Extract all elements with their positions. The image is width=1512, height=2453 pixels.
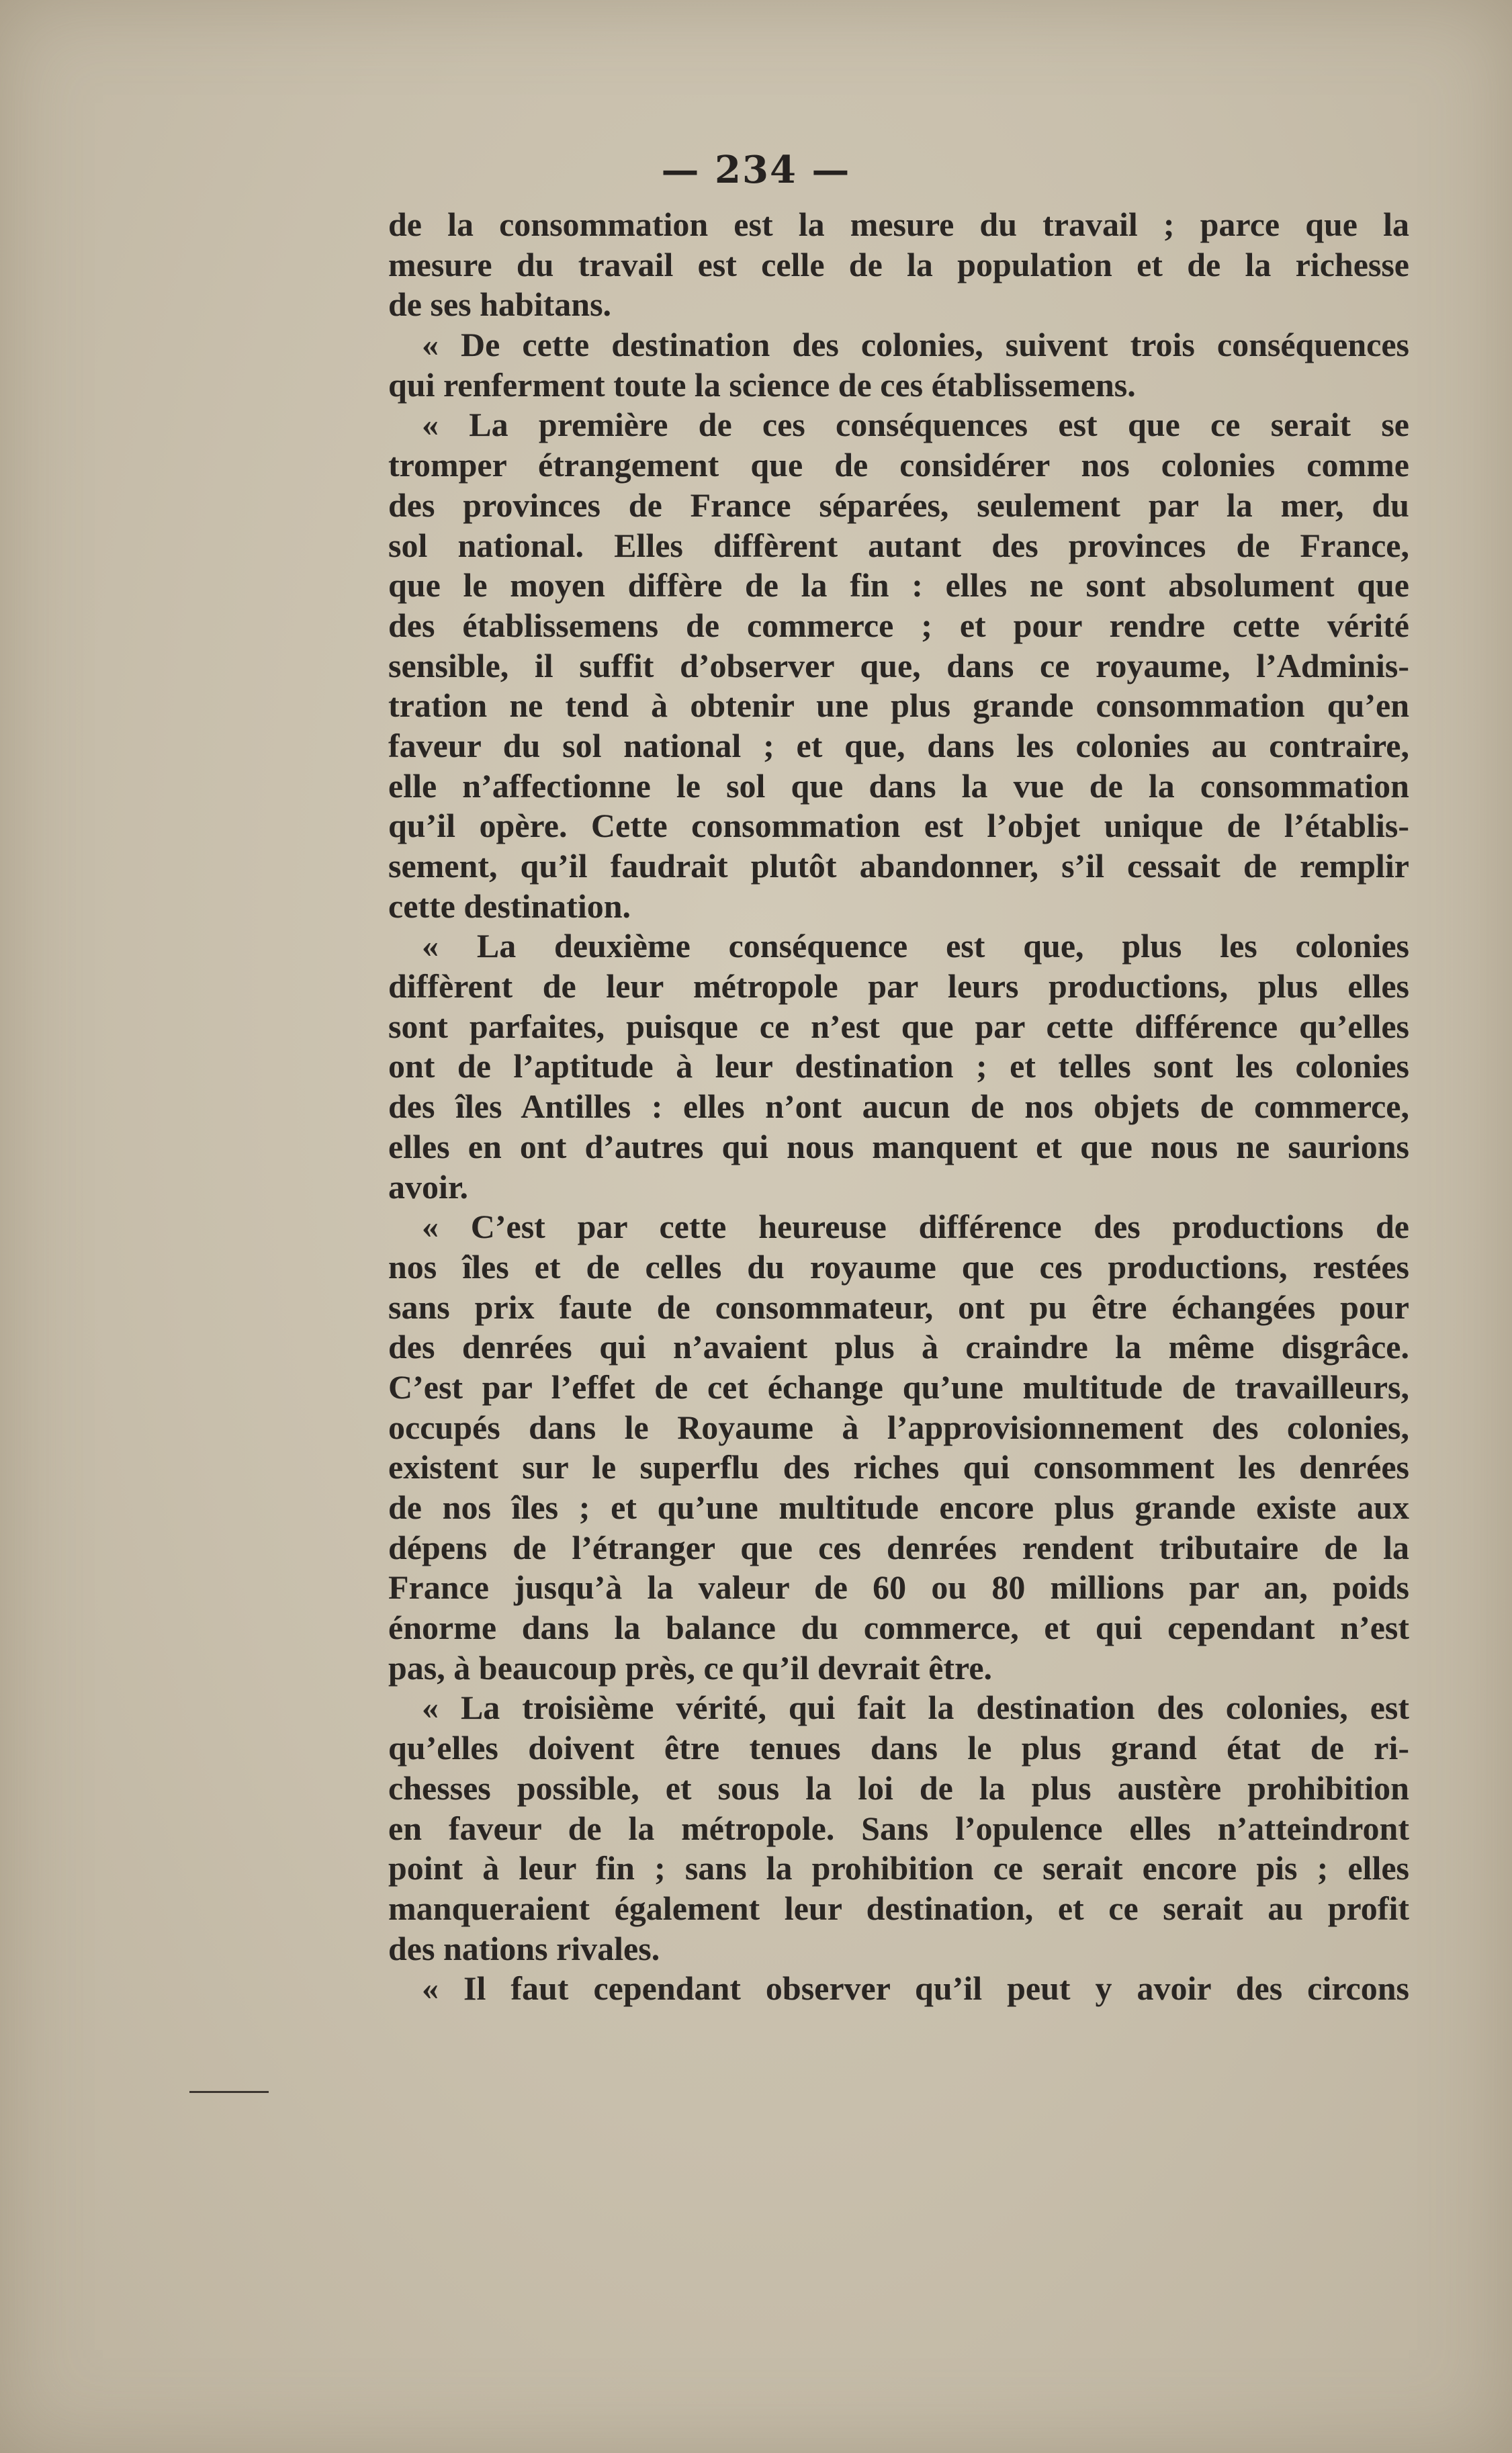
text-line: nos îles et de celles du royaume que ces productions, restées (388, 1247, 1409, 1286)
text-line: des nations rivales. (388, 1929, 660, 1967)
text-line: « De cette destination des colonies, suivent trois conséquences (422, 326, 1409, 364)
text-line: manqueraient également leur destination, et ce serait au profit (388, 1889, 1409, 1927)
text-line: sol national. Elles diffèrent autant des provinces de France, (388, 526, 1409, 564)
text-line: avoir. (388, 1167, 468, 1206)
text-line: France jusqu’à la valeur de 60 ou 80 millions par an, poids (388, 1568, 1409, 1607)
text-line: ont de l’aptitude à leur destination ; et telles sont les colonies (388, 1047, 1409, 1085)
page-number: — 234 — (661, 148, 851, 192)
text-line: que le moyen diffère de la fin : elles ne sont absolument que (388, 566, 1409, 605)
text-line: des établissemens de commerce ; et pour rendre cette vérité (388, 606, 1409, 644)
text-line: occupés dans le Royaume à l’approvisionnement des colonies, (388, 1408, 1409, 1446)
text-line: des îles Antilles : elles n’ont aucun de nos objets de commerce, (388, 1087, 1409, 1126)
text-line: énorme dans la balance du commerce, et qui cependant n’est (388, 1609, 1409, 1647)
text-line: « Il faut cependant observer qu’il peut y avoir des circons (422, 1969, 1409, 2008)
text-line: C’est par l’effet de cet échange qu’une multitude de travailleurs, (388, 1368, 1409, 1406)
text-line: « C’est par cette heureuse différence des productions de (422, 1208, 1409, 1246)
text-line: de ses habitans. (388, 285, 612, 324)
text-line: faveur du sol national ; et que, dans les colonies au contraire, (388, 726, 1409, 764)
text-line: chesses possible, et sous la loi de la plus austère prohibition (388, 1769, 1409, 1807)
text-line: elles en ont d’autres qui nous manquent et que nous ne saurions (388, 1127, 1409, 1165)
text-line: en faveur de la métropole. Sans l’opulence elles n’atteindront (388, 1809, 1409, 1847)
text-line: diffèrent de leur métropole par leurs productions, plus elles (388, 967, 1409, 1006)
text-line: sont parfaites, puisque ce n’est que par cette différence qu’elles (388, 1007, 1409, 1045)
text-line: tromper étrangement que de considérer nos colonies comme (388, 446, 1409, 484)
margin-rule (189, 2091, 269, 2093)
text-line: des denrées qui n’avaient plus à craindre la même disgrâce. (388, 1328, 1409, 1366)
text-line: « La troisième vérité, qui fait la destination des colonies, est (422, 1689, 1409, 1727)
text-line: dépens de l’étranger que ces denrées rendent tributaire de la (388, 1528, 1409, 1566)
text-line: sensible, il suffit d’observer que, dans ce royaume, l’Adminis- (388, 646, 1409, 684)
text-line: « La deuxième conséquence est que, plus les colonies (422, 927, 1409, 965)
text-line: elle n’affectionne le sol que dans la vue de la consommation (388, 766, 1409, 805)
text-line: point à leur fin ; sans la prohibition ce serait encore pis ; elles (388, 1849, 1409, 1887)
text-line: des provinces de France séparées, seulement par la mer, du (388, 486, 1409, 524)
text-line: qu’il opère. Cette consommation est l’objet unique de l’établis- (388, 807, 1409, 845)
text-line: « La première de ces conséquences est que ce serait se (422, 406, 1409, 444)
text-line: cette destination. (388, 887, 631, 925)
body-text (388, 205, 1409, 2009)
text-line: de la consommation est la mesure du travail ; parce que la (388, 206, 1409, 243)
text-line: de nos îles ; et qu’une multitude encore plus grande existe aux (388, 1488, 1409, 1526)
text-line: existent sur le superflu des riches qui consomment les denrées (388, 1448, 1409, 1486)
text-line: sement, qu’il faudrait plutôt abandonner, s’il cessait de remplir (388, 847, 1409, 885)
text-line: pas, à beaucoup près, ce qu’il devrait être. (388, 1648, 993, 1687)
text-line: qu’elles doivent être tenues dans le plus grand état de ri- (388, 1729, 1409, 1767)
text-line: mesure du travail est celle de la population et de la richesse (388, 245, 1409, 283)
text-line: tration ne tend à obtenir une plus grande consommation qu’en (388, 686, 1409, 725)
text-line: sans prix faute de consommateur, ont pu être échangées pour (388, 1288, 1409, 1326)
text-line: qui renferment toute la science de ces établissemens. (388, 365, 1136, 404)
